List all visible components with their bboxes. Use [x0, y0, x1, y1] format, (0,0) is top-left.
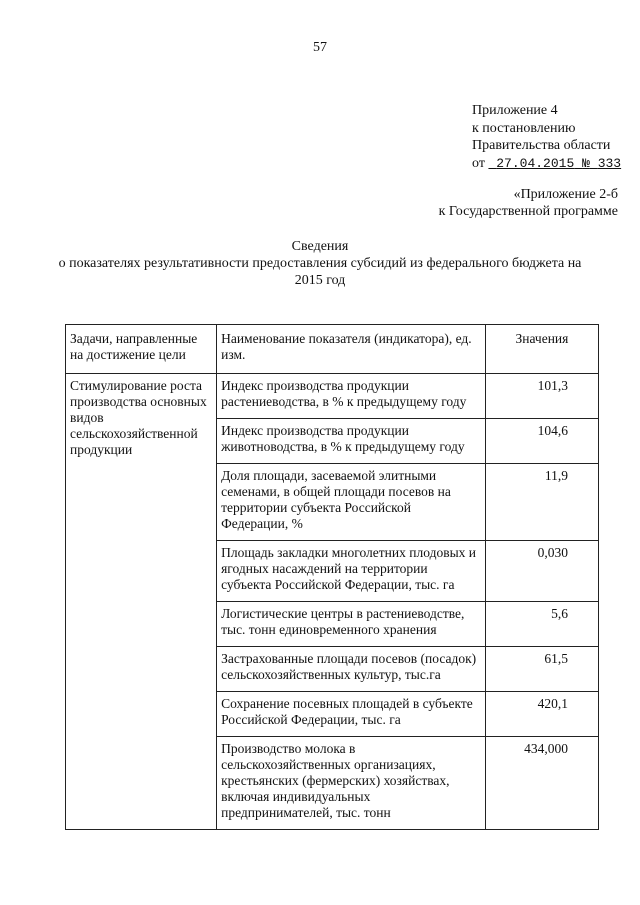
header-indicator: Наименование показателя (индикатора), ед. изм.: [217, 325, 486, 374]
indicators-table: [65, 324, 599, 830]
indicator-cell: Застрахованные площади посевов (посадок) сельскохозяйственных культур, тыс.га: [217, 647, 486, 692]
indicator-cell: Площадь закладки многолетних плодовых и ягодных насаждений на территории субъекта Российской Федерации, тыс. га: [217, 541, 486, 602]
header-values: Значения: [485, 325, 598, 374]
title-line-2: о показателях результативности предоставления субсидий из федерального бюджета на: [58, 256, 582, 271]
date-prefix: от: [472, 155, 485, 171]
value-cell: 104,6: [485, 419, 598, 464]
value-cell: 101,3: [485, 374, 598, 419]
value-cell: 434,000: [485, 737, 598, 830]
quote-line-2: к Государственной программе: [438, 204, 618, 219]
task-cell: Стимулирование роста производства основных видов сельскохозяйственной продукции: [66, 374, 217, 830]
appendix-block: [472, 102, 621, 172]
value-cell: 420,1: [485, 692, 598, 737]
page-number: 57: [313, 40, 327, 55]
decree-date: 27.04.2015 № 333: [496, 155, 622, 171]
value-cell: 61,5: [485, 647, 598, 692]
value-cell: 5,6: [485, 602, 598, 647]
table-row: [66, 374, 599, 419]
appendix-line-2: к постановлению: [472, 120, 576, 136]
value-cell: 0,030: [485, 541, 598, 602]
quote-line-1: «Приложение 2-б: [513, 187, 618, 202]
appendix-line-3: Правительства области: [472, 138, 611, 153]
table-header-row: [66, 325, 599, 374]
title-line-3: 2015 год: [294, 273, 346, 288]
document-title: [30, 238, 610, 289]
value-cell: 11,9: [485, 464, 598, 541]
appendix-line-1: Приложение 4: [472, 103, 558, 118]
indicator-cell: Сохранение посевных площадей в субъекте Российской Федерации, тыс. га: [217, 692, 486, 737]
appendix-date-line: [472, 155, 621, 173]
title-line-1: Сведения: [291, 239, 349, 254]
indicator-cell: Производство молока в сельскохозяйственных организациях, крестьянских (фермерских) хозяйствах, включая индивидуальных предпринимателей, тыс. тонн: [217, 737, 486, 830]
program-appendix-reference: [439, 186, 618, 220]
header-tasks: Задачи, направленные на достижение цели: [66, 325, 217, 374]
indicator-cell: Индекс производства продукции растениеводства, в % к предыдущему году: [217, 374, 486, 419]
indicator-cell: Доля площади, засеваемой элитными семенами, в общей площади посевов на территории субъекта Российской Федерации, %: [217, 464, 486, 541]
indicator-cell: Индекс производства продукции животноводства, в % к предыдущему году: [217, 419, 486, 464]
indicator-cell: Логистические центры в растениеводстве, тыс. тонн единовременного хранения: [217, 602, 486, 647]
